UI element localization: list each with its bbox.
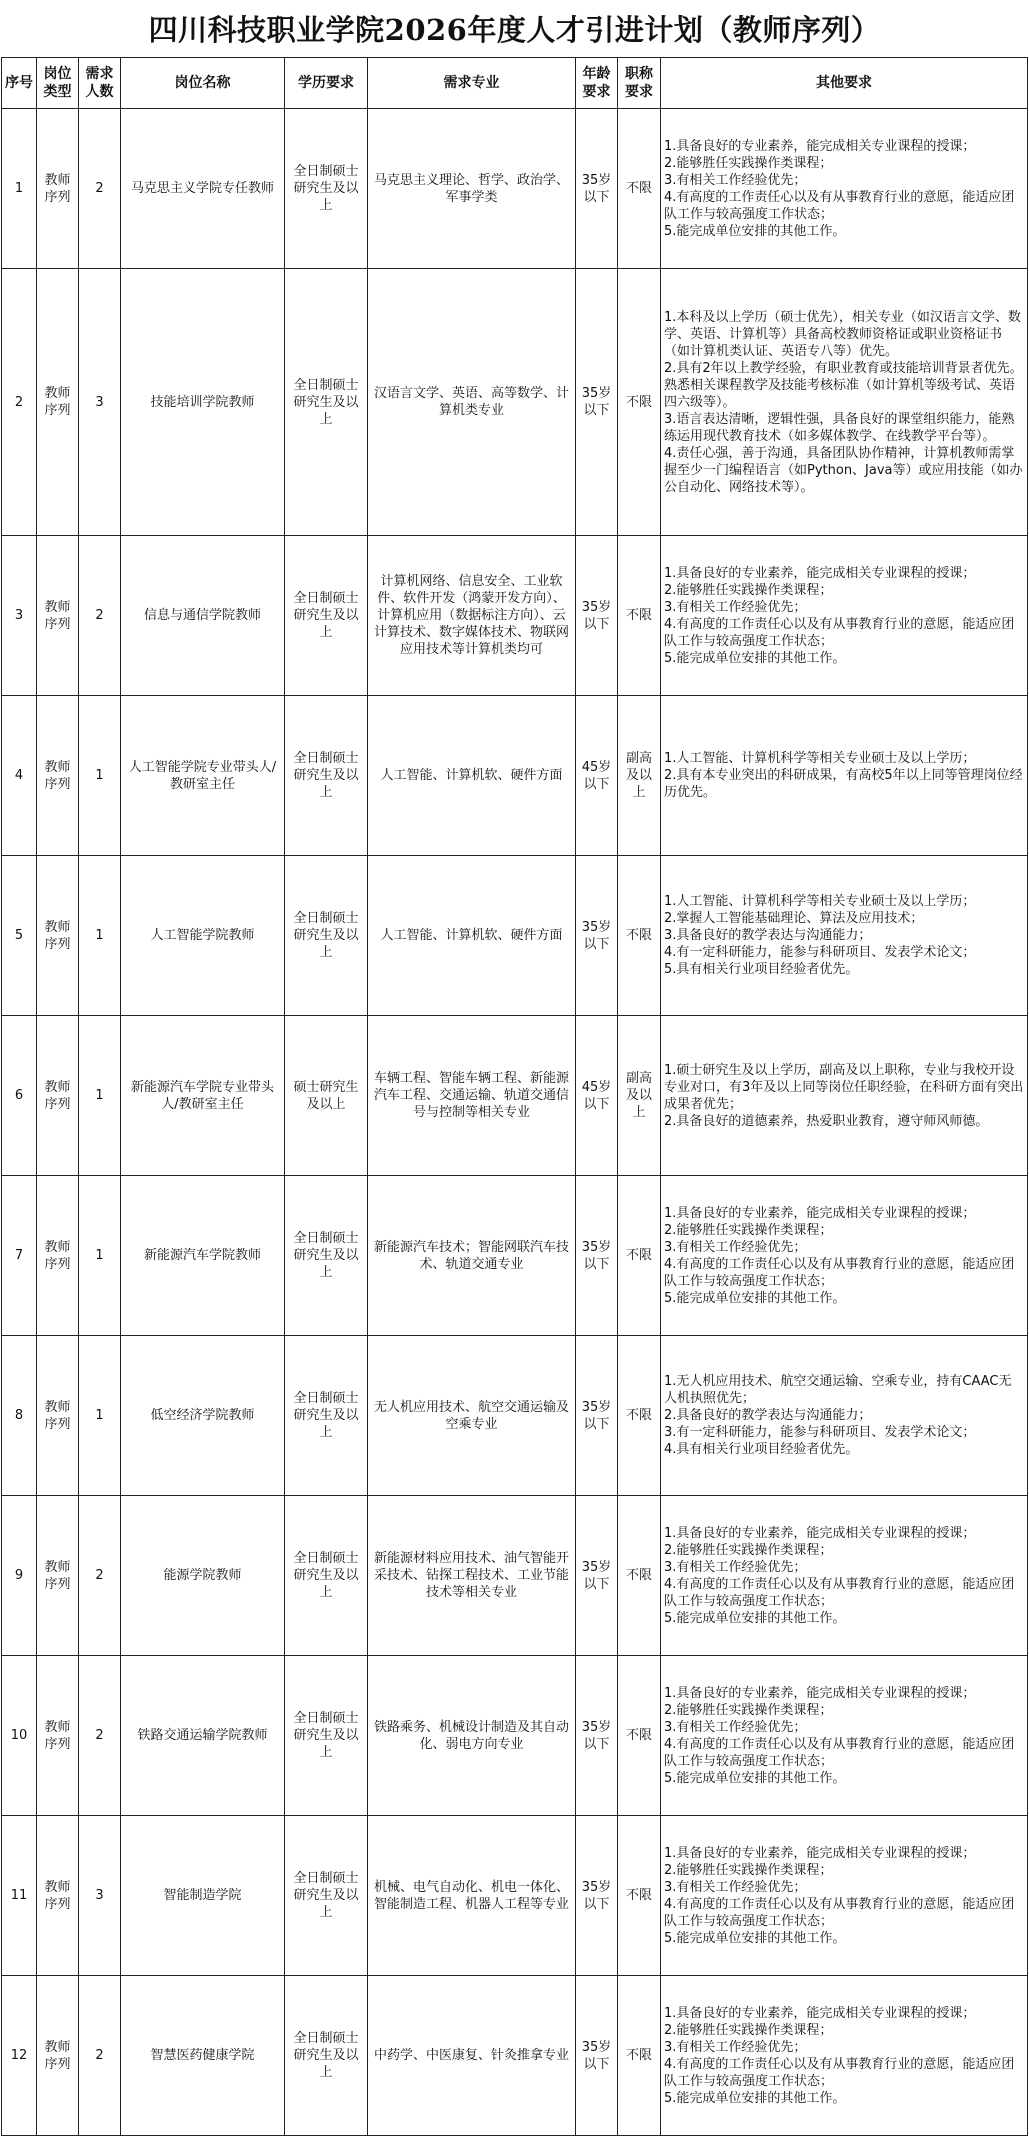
cell-position: 新能源汽车学院专业带头人/教研室主任	[121, 1016, 285, 1176]
cell-age: 45岁以下	[576, 696, 618, 856]
cell-other: 1.无人机应用技术、航空交通运输、空乘专业，持有CAAC无人机执照优先； 2.具备良好的教学表达与沟通能力； 3.有一定科研能力，能参与科研项目、发表学术论文； 4.具有相关行业项目经验者优先。	[661, 1336, 1028, 1496]
cell-education: 全日制硕士研究生及以上	[285, 1496, 368, 1656]
cell-position: 能源学院教师	[121, 1496, 285, 1656]
table-body	[2, 109, 1028, 2136]
cell-title-requirement: 副高及以上	[618, 1016, 661, 1176]
cell-position: 技能培训学院教师	[121, 269, 285, 536]
table-row	[2, 1336, 1028, 1496]
table-row	[2, 1816, 1028, 1976]
cell-count: 1	[79, 1016, 121, 1176]
header-major: 需求专业	[368, 58, 576, 109]
cell-position: 铁路交通运输学院教师	[121, 1656, 285, 1816]
cell-seq: 5	[2, 856, 37, 1016]
header-row	[2, 58, 1028, 109]
cell-type: 教师序列	[37, 536, 79, 696]
cell-count: 2	[79, 536, 121, 696]
cell-type: 教师序列	[37, 1336, 79, 1496]
table-row	[2, 536, 1028, 696]
cell-major: 马克思主义理论、哲学、政治学、军事学类	[368, 109, 576, 269]
cell-age: 35岁以下	[576, 1656, 618, 1816]
cell-major: 车辆工程、智能车辆工程、新能源汽车工程、交通运输、轨道交通信号与控制等相关专业	[368, 1016, 576, 1176]
cell-major: 计算机网络、信息安全、工业软件、软件开发（鸿蒙开发方向）、计算机应用（数据标注方向）、云计算技术、数字媒体技术、物联网应用技术等计算机类均可	[368, 536, 576, 696]
table-row	[2, 1976, 1028, 2136]
cell-count: 3	[79, 1816, 121, 1976]
cell-major: 新能源材料应用技术、油气智能开采技术、钻探工程技术、工业节能技术等相关专业	[368, 1496, 576, 1656]
cell-type: 教师序列	[37, 856, 79, 1016]
cell-education: 全日制硕士研究生及以上	[285, 1816, 368, 1976]
cell-count: 2	[79, 1496, 121, 1656]
cell-position: 人工智能学院教师	[121, 856, 285, 1016]
cell-education: 全日制硕士研究生及以上	[285, 1176, 368, 1336]
cell-other: 1.具备良好的专业素养，能完成相关专业课程的授课； 2.能够胜任实践操作类课程； 3.有相关工作经验优先； 4.有高度的工作责任心以及有从事教育行业的意愿，能适应团队工作与较高强度工作状态； 5.能完成单位安排的其他工作。	[661, 1656, 1028, 1816]
header-title-requirement: 职称要求	[618, 58, 661, 109]
cell-position: 新能源汽车学院教师	[121, 1176, 285, 1336]
cell-major: 机械、电气自动化、机电一体化、智能制造工程、机器人工程等专业	[368, 1816, 576, 1976]
cell-type: 教师序列	[37, 1016, 79, 1176]
table-row	[2, 269, 1028, 536]
cell-count: 1	[79, 1336, 121, 1496]
document-title: 四川科技职业学院2026年度人才引进计划（教师序列）	[148, 13, 881, 47]
cell-title-requirement: 不限	[618, 1496, 661, 1656]
cell-seq: 9	[2, 1496, 37, 1656]
cell-type: 教师序列	[37, 1656, 79, 1816]
cell-age: 35岁以下	[576, 109, 618, 269]
cell-major: 铁路乘务、机械设计制造及其自动化、弱电方向专业	[368, 1656, 576, 1816]
cell-title-requirement: 不限	[618, 1176, 661, 1336]
cell-education: 全日制硕士研究生及以上	[285, 1336, 368, 1496]
cell-title-requirement: 不限	[618, 269, 661, 536]
cell-age: 35岁以下	[576, 1176, 618, 1336]
cell-title-requirement: 不限	[618, 1976, 661, 2136]
cell-title-requirement: 不限	[618, 1816, 661, 1976]
cell-title-requirement: 不限	[618, 536, 661, 696]
cell-type: 教师序列	[37, 1496, 79, 1656]
cell-seq: 11	[2, 1816, 37, 1976]
cell-seq: 7	[2, 1176, 37, 1336]
cell-type: 教师序列	[37, 109, 79, 269]
cell-type: 教师序列	[37, 1176, 79, 1336]
cell-age: 35岁以下	[576, 536, 618, 696]
cell-education: 硕士研究生及以上	[285, 1016, 368, 1176]
cell-seq: 6	[2, 1016, 37, 1176]
cell-other: 1.具备良好的专业素养，能完成相关专业课程的授课； 2.能够胜任实践操作类课程； 3.有相关工作经验优先； 4.有高度的工作责任心以及有从事教育行业的意愿，能适应团队工作与较高强度工作状态； 5.能完成单位安排的其他工作。	[661, 109, 1028, 269]
cell-count: 1	[79, 696, 121, 856]
cell-seq: 12	[2, 1976, 37, 2136]
header-age: 年龄要求	[576, 58, 618, 109]
cell-position: 马克思主义学院专任教师	[121, 109, 285, 269]
cell-other: 1.人工智能、计算机科学等相关专业硕士及以上学历； 2.具有本专业突出的科研成果，有高校5年以上同等管理岗位经历优先。	[661, 696, 1028, 856]
cell-education: 全日制硕士研究生及以上	[285, 856, 368, 1016]
cell-seq: 4	[2, 696, 37, 856]
cell-count: 1	[79, 1176, 121, 1336]
cell-seq: 8	[2, 1336, 37, 1496]
cell-position: 信息与通信学院教师	[121, 536, 285, 696]
cell-type: 教师序列	[37, 269, 79, 536]
cell-count: 1	[79, 856, 121, 1016]
cell-position: 低空经济学院教师	[121, 1336, 285, 1496]
cell-education: 全日制硕士研究生及以上	[285, 1656, 368, 1816]
header-type: 岗位类型	[37, 58, 79, 109]
cell-age: 35岁以下	[576, 1816, 618, 1976]
table-row	[2, 696, 1028, 856]
cell-education: 全日制硕士研究生及以上	[285, 109, 368, 269]
header-seq: 序号	[2, 58, 37, 109]
cell-seq: 10	[2, 1656, 37, 1816]
cell-title-requirement: 不限	[618, 856, 661, 1016]
cell-title-requirement: 副高及以上	[618, 696, 661, 856]
cell-seq: 3	[2, 536, 37, 696]
header-position: 岗位名称	[121, 58, 285, 109]
cell-age: 35岁以下	[576, 1336, 618, 1496]
cell-count: 2	[79, 109, 121, 269]
cell-education: 全日制硕士研究生及以上	[285, 1976, 368, 2136]
table-row	[2, 1496, 1028, 1656]
cell-type: 教师序列	[37, 1816, 79, 1976]
cell-other: 1.具备良好的专业素养，能完成相关专业课程的授课； 2.能够胜任实践操作类课程； 3.有相关工作经验优先； 4.有高度的工作责任心以及有从事教育行业的意愿，能适应团队工作与较高强度工作状态； 5.能完成单位安排的其他工作。	[661, 1816, 1028, 1976]
cell-education: 全日制硕士研究生及以上	[285, 536, 368, 696]
cell-age: 35岁以下	[576, 856, 618, 1016]
cell-type: 教师序列	[37, 696, 79, 856]
table-row	[2, 856, 1028, 1016]
table-row	[2, 1016, 1028, 1176]
cell-age: 35岁以下	[576, 1496, 618, 1656]
cell-education: 全日制硕士研究生及以上	[285, 696, 368, 856]
cell-other: 1.具备良好的专业素养，能完成相关专业课程的授课； 2.能够胜任实践操作类课程； 3.有相关工作经验优先； 4.有高度的工作责任心以及有从事教育行业的意愿，能适应团队工作与较高强度工作状态； 5.能完成单位安排的其他工作。	[661, 536, 1028, 696]
cell-major: 汉语言文学、英语、高等数学、计算机类专业	[368, 269, 576, 536]
cell-education: 全日制硕士研究生及以上	[285, 269, 368, 536]
table-row	[2, 1656, 1028, 1816]
cell-title-requirement: 不限	[618, 1656, 661, 1816]
header-education: 学历要求	[285, 58, 368, 109]
cell-other: 1.具备良好的专业素养，能完成相关专业课程的授课； 2.能够胜任实践操作类课程； 3.有相关工作经验优先； 4.有高度的工作责任心以及有从事教育行业的意愿，能适应团队工作与较高强度工作状态； 5.能完成单位安排的其他工作。	[661, 1176, 1028, 1336]
cell-age: 35岁以下	[576, 269, 618, 536]
table-row	[2, 1176, 1028, 1336]
cell-major: 无人机应用技术、航空交通运输及空乘专业	[368, 1336, 576, 1496]
cell-title-requirement: 不限	[618, 1336, 661, 1496]
cell-position: 智能制造学院	[121, 1816, 285, 1976]
header-other: 其他要求	[661, 58, 1028, 109]
table-row	[2, 109, 1028, 269]
cell-seq: 1	[2, 109, 37, 269]
cell-position: 人工智能学院专业带头人/教研室主任	[121, 696, 285, 856]
cell-other: 1.硕士研究生及以上学历，副高及以上职称，专业与我校开设专业对口，有3年及以上同等岗位任职经验，在科研方面有突出成果者优先； 2.具备良好的道德素养，热爱职业教育，遵守师风师德。	[661, 1016, 1028, 1176]
cell-other: 1.具备良好的专业素养，能完成相关专业课程的授课； 2.能够胜任实践操作类课程； 3.有相关工作经验优先； 4.有高度的工作责任心以及有从事教育行业的意愿，能适应团队工作与较高强度工作状态； 5.能完成单位安排的其他工作。	[661, 1976, 1028, 2136]
cell-count: 3	[79, 269, 121, 536]
cell-age: 35岁以下	[576, 1976, 618, 2136]
cell-position: 智慧医药健康学院	[121, 1976, 285, 2136]
cell-count: 2	[79, 1976, 121, 2136]
cell-seq: 2	[2, 269, 37, 536]
header-count: 需求人数	[79, 58, 121, 109]
cell-count: 2	[79, 1656, 121, 1816]
cell-other: 1.具备良好的专业素养，能完成相关专业课程的授课； 2.能够胜任实践操作类课程； 3.有相关工作经验优先； 4.有高度的工作责任心以及有从事教育行业的意愿，能适应团队工作与较高强度工作状态； 5.能完成单位安排的其他工作。	[661, 1496, 1028, 1656]
cell-age: 45岁以下	[576, 1016, 618, 1176]
cell-other: 1.人工智能、计算机科学等相关专业硕士及以上学历； 2.掌握人工智能基础理论、算法及应用技术； 3.具备良好的教学表达与沟通能力； 4.有一定科研能力，能参与科研项目、发表学术论文； 5.具有相关行业项目经验者优先。	[661, 856, 1028, 1016]
cell-other: 1.本科及以上学历（硕士优先），相关专业（如汉语言文学、数学、英语、计算机等）具备高校教师资格证或职业资格证书（如计算机类认证、英语专八等）优先。 2.具有2年以上教学经验，有职业教育或技能培训背景者优先。熟悉相关课程教学及技能考核标准（如计算机等级考试、英语四六级等）。 3.语言表达清晰，逻辑性强，具备良好的课堂组织能力，能熟练运用现代教育技术（如多媒体教学、在线教学平台等）。 4.责任心强，善于沟通，具备团队协作精神，计算机教师需掌握至少一门编程语言（如Python、Java等）或应用技能（如办公自动化、网络技术等）。	[661, 269, 1028, 536]
cell-major: 新能源汽车技术；智能网联汽车技术、轨道交通专业	[368, 1176, 576, 1336]
cell-major: 人工智能、计算机软、硬件方面	[368, 696, 576, 856]
cell-title-requirement: 不限	[618, 109, 661, 269]
recruitment-table	[1, 57, 1028, 2136]
cell-major: 中药学、中医康复、针灸推拿专业	[368, 1976, 576, 2136]
cell-major: 人工智能、计算机软、硬件方面	[368, 856, 576, 1016]
cell-type: 教师序列	[37, 1976, 79, 2136]
